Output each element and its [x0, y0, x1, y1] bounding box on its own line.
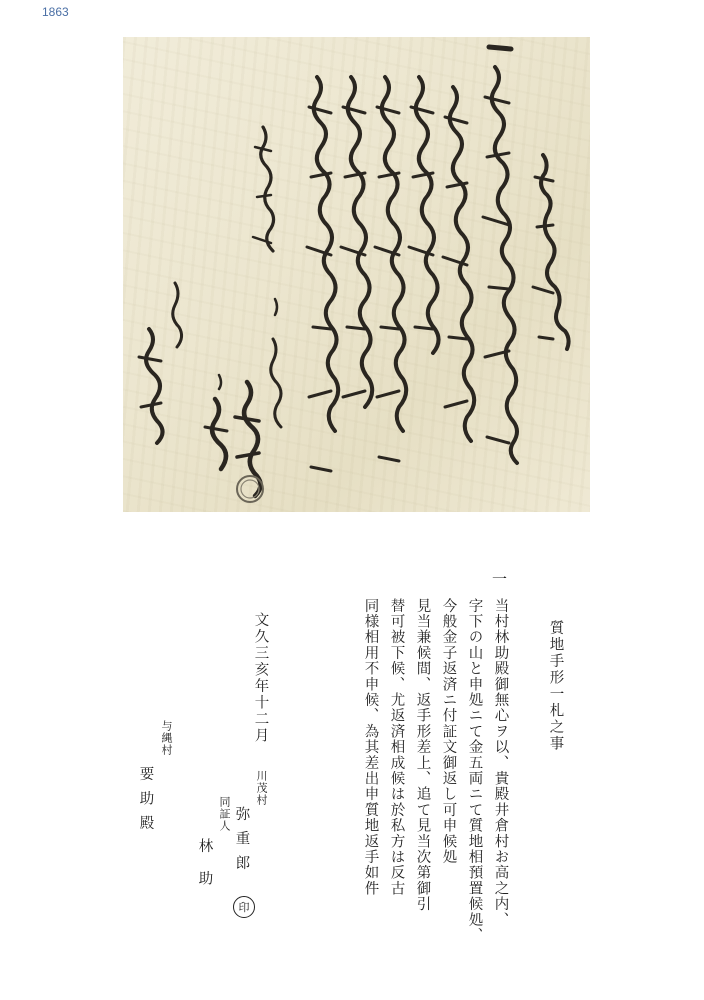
- recipient-name: 要助殿: [137, 766, 154, 840]
- handwritten-calligraphy: [123, 37, 590, 512]
- body-line-6: 同様相用不申候、為其差出申質地返手如件: [362, 598, 379, 897]
- body-line-2: 字下の山と申処ニて金五両ニて質地相預置候処、: [466, 598, 483, 944]
- recipient-village: 与縄村: [160, 720, 173, 756]
- document-title: 質地手形一札之事: [547, 620, 564, 752]
- issuer-village: 川茂村: [255, 770, 268, 806]
- body-line-3: 今般金子返済ニ付証文御返し可申候処: [440, 598, 457, 865]
- witness-name: 林助: [196, 838, 213, 903]
- body-line-1: 当村林助殿御無心ヲ以、貴殿井倉村お高之内、: [492, 598, 509, 928]
- issuer-name: 弥重郎: [233, 806, 250, 880]
- page-number: 1863: [42, 5, 69, 19]
- body-line-4: 見当兼候間、返手形差上、追て見当次第御引: [414, 598, 431, 912]
- seal-mark: 印: [233, 896, 255, 918]
- body-line-5: 替可被下候、尤返済相成候は於私方は反古: [388, 598, 405, 897]
- original-document-scan: [123, 37, 590, 512]
- item-marker: 一: [492, 570, 508, 588]
- witness-label: 同証人: [218, 796, 231, 832]
- document-date: 文久三亥年十二月: [252, 612, 269, 744]
